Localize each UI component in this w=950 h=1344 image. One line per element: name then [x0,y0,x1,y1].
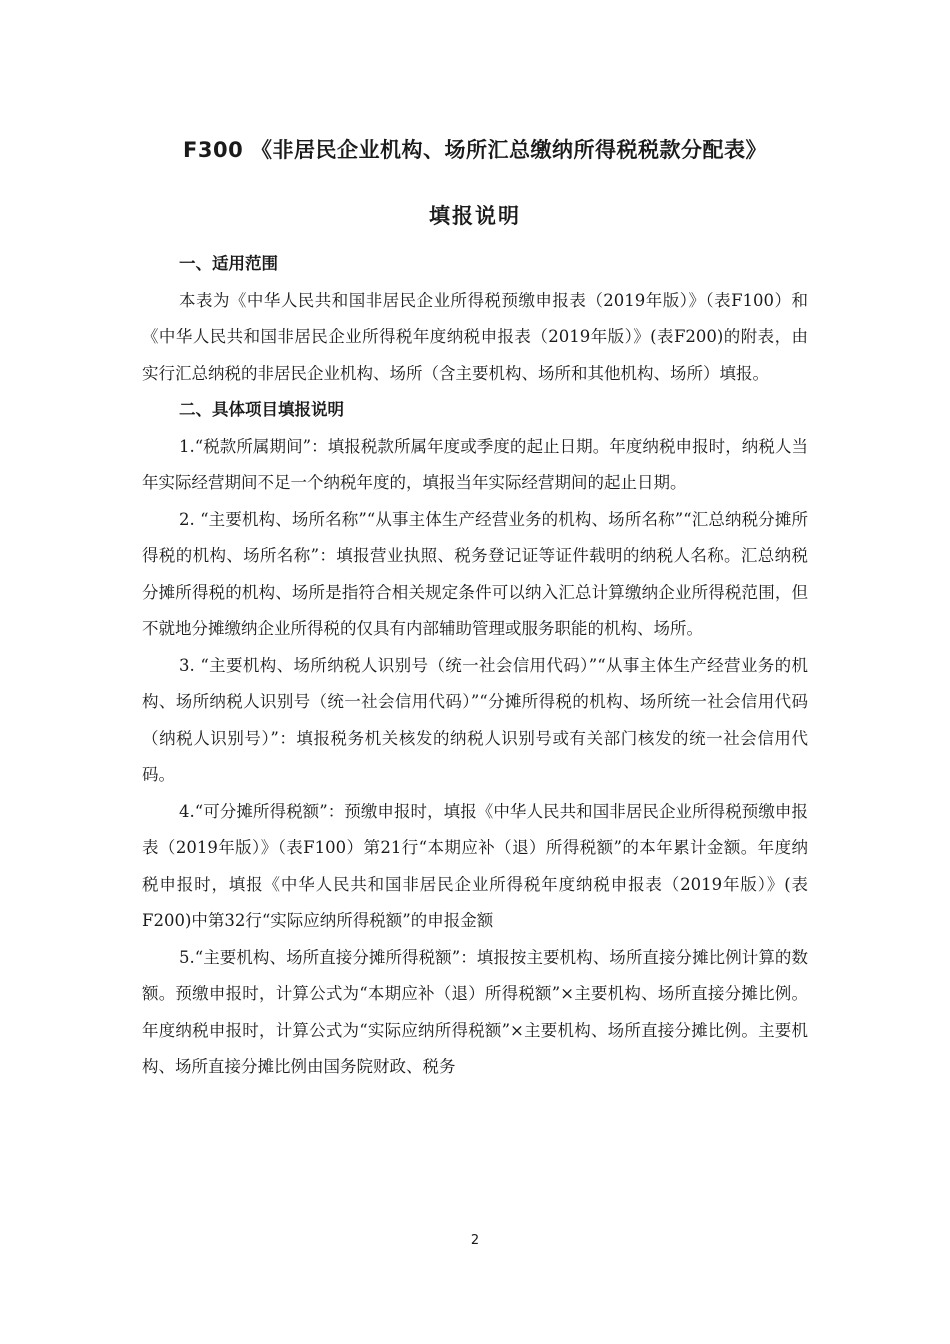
document-subtitle: 填报说明 [429,204,521,228]
paragraph-item-5: 5.“主要机构、场所直接分摊所得税额”：填报按主要机构、场所直接分摊比例计算的数额。预缴申报时，计算公式为“本期应补（退）所得税额”×主要机构、场所直接分摊比例。年度纳税申报时，计算公式为“实际应纳所得税额”×主要机构、场所直接分摊比例。主要机构、场所直接分摊比例由国务院财政、税务 [142,947,808,1076]
document-title: F300 《非居民企业机构、场所汇总缴纳所得税税款分配表》 [183,138,767,162]
document-body [142,246,808,1086]
paragraph-scope: 本表为《中华人民共和国非居民企业所得税预缴申报表（2019年版）》（表F100）和《中华人民共和国非居民企业所得税年度纳税申报表（2019年版）》(表F200)的附表，由实行汇总纳税的非居民企业机构、场所（含主要机构、场所和其他机构、场所）填报。 [142,290,808,383]
paragraph-item-2: 2. “主要机构、场所名称”“从事主体生产经营业务的机构、场所名称”“汇总纳税分摊所得税的机构、场所名称”：填报营业执照、税务登记证等证件载明的纳税人名称。汇总纳税分摊所得税的机构、场所是指符合相关规定条件可以纳入汇总计算缴纳企业所得税范围，但不就地分摊缴纳企业所得税的仅具有内部辅助管理或服务职能的机构、场所。 [142,509,808,638]
page-number: 2 [470,1233,480,1248]
paragraph-item-1: 1.“税款所属期间”：填报税款所属年度或季度的起止日期。年度纳税申报时，纳税人当年实际经营期间不足一个纳税年度的，填报当年实际经营期间的起止日期。 [142,436,808,492]
paragraph-item-4: 4.“可分摊所得税额”：预缴申报时，填报《中华人民共和国非居民企业所得税预缴申报表（2019年版）》（表F100）第21行“本期应补（退）所得税额”的本年累计金额。年度纳税申报时，填报《中华人民共和国非居民企业所得税年度纳税申报表（2019年版）》(表F200)中第32行“实际应纳所得税额”的申报金额 [142,801,808,930]
paragraph-item-3: 3. “主要机构、场所纳税人识别号（统一社会信用代码）”“从事主体生产经营业务的机构、场所纳税人识别号（统一社会信用代码）”“分摊所得税的机构、场所统一社会信用代码（纳税人识别号）”：填报税务机关核发的纳税人识别号或有关部门核发的统一社会信用代码。 [142,655,808,784]
section-heading-scope: 一、适用范围 [179,254,278,273]
section-heading-items: 二、具体项目填报说明 [179,400,344,419]
